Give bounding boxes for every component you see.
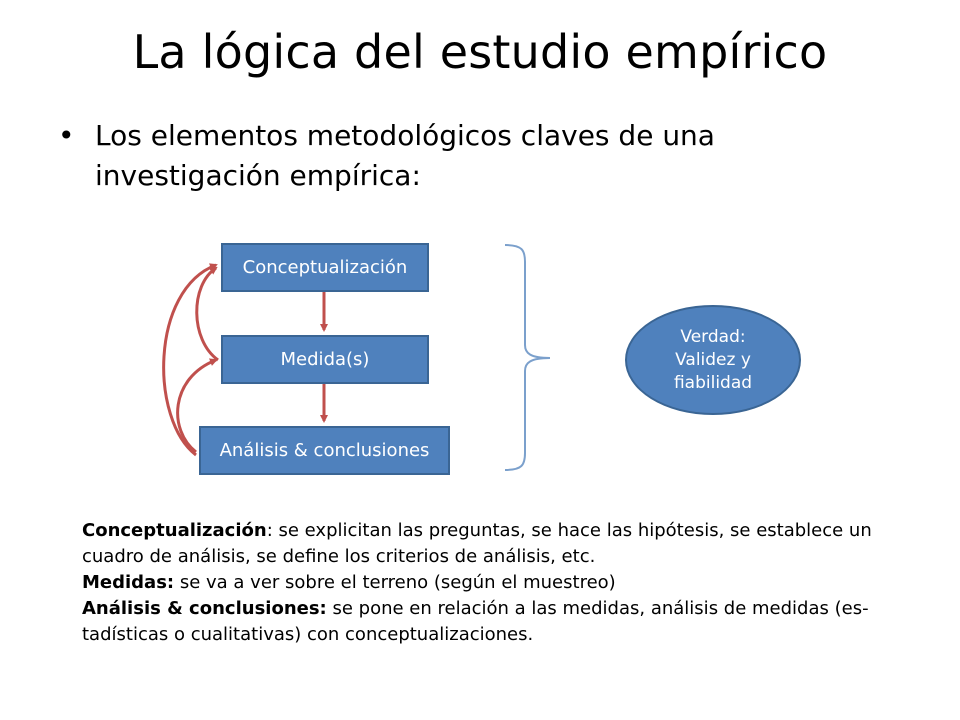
bullet-text: Los elementos metodológicos claves de una investigación empírica:	[95, 119, 715, 192]
verdad-ellipse	[625, 305, 801, 415]
concept-text: : se explicitan las preguntas, se hace las hipótesis, se establece un cuadro de análisis, se define los criterios de análisis, etc.	[82, 520, 872, 567]
medidas-text: se va a ver sobre el terreno (según el muestreo)	[174, 572, 616, 593]
right-brace	[505, 245, 550, 470]
ellipse-line-1: Verdad:	[680, 326, 746, 347]
bullet-icon: •	[58, 119, 75, 152]
description-concept	[82, 518, 902, 570]
ellipse-line-3: fiabilidad	[673, 372, 753, 393]
medida-box: Medida(s)	[221, 335, 429, 384]
arrow-medida-to-concept	[197, 268, 218, 360]
analisis-label: Análisis & conclusiones:	[82, 598, 327, 619]
concept-label: Conceptualización	[82, 520, 267, 541]
ellipse-line-2: Validez y	[675, 349, 751, 370]
slide-title: La lógica del estudio empírico	[132, 25, 828, 79]
description-medidas	[82, 570, 902, 596]
description-block	[82, 518, 902, 648]
analisis-box: Análisis & conclusiones	[199, 426, 450, 475]
analisis-text: se pone en relación a las medidas, análisis de medidas (es-tadísticas o cualitativas) con conceptualizaciones.	[82, 598, 869, 645]
medidas-label: Medidas:	[82, 572, 175, 593]
description-analisis	[82, 596, 902, 648]
conceptualizacion-box: Conceptualización	[221, 243, 429, 292]
